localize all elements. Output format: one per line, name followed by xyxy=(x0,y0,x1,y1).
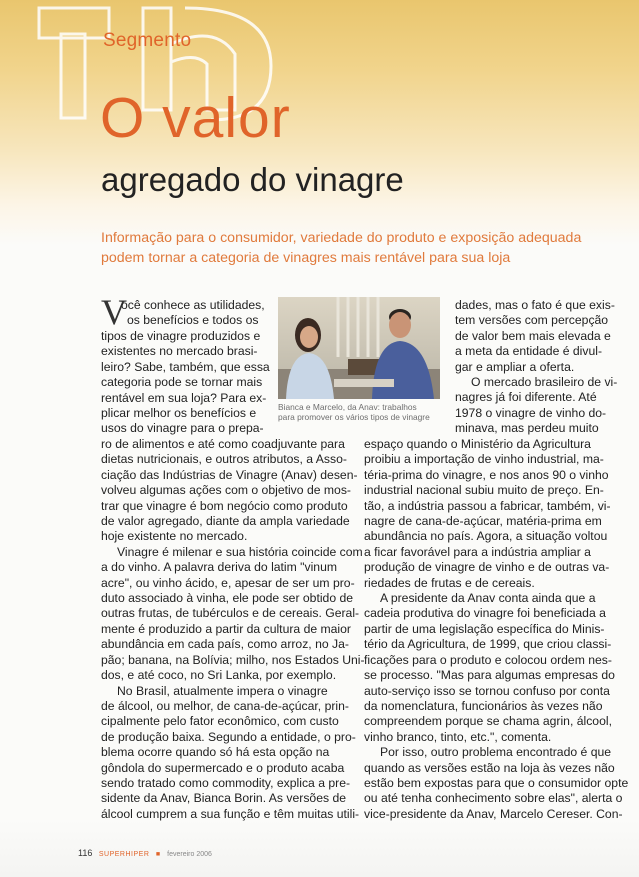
text-line: acre", ou vinho ácido, e, apesar de ser um pro- xyxy=(101,575,355,590)
text-line: de valor bem mais elevada e xyxy=(455,328,611,343)
text-line: volveu algumas ações com o objetivo de mos- xyxy=(101,483,351,498)
text-line: outras frutas, de tubérculos e de cereais. Geral- xyxy=(101,606,360,621)
text-line: categoria pode se tornar mais xyxy=(101,375,263,390)
article-subtitle: agregado do vinagre xyxy=(101,161,404,198)
text-line: rentável em sua loja? Para ex- xyxy=(101,390,267,405)
text-line: leiro? Sabe, também, que essa xyxy=(101,359,270,374)
column-1-intro-second-line xyxy=(127,313,258,328)
text-line: a meta da entidade é divul- xyxy=(455,344,603,359)
text-line: a do vinho. A palavra deriva do latim "vinum xyxy=(101,560,338,575)
text-line: auto-serviço isso se tornou confuso por conta xyxy=(364,683,610,698)
text-line: se processo. "Mas para algumas empresas do xyxy=(364,668,615,683)
issue-date: fevereiro 2006 xyxy=(167,851,212,858)
text-line: gar e ampliar a oferta. xyxy=(455,359,575,374)
text-line: existentes no mercado brasi- xyxy=(101,344,258,359)
column-1-intro-first-line xyxy=(121,298,265,313)
drop-cap: V xyxy=(101,292,127,332)
magazine-name: SUPERHIPER xyxy=(98,851,150,858)
column-1-intro xyxy=(101,329,270,437)
text-line: usos do vinagre para o prepa- xyxy=(101,421,264,436)
text-line: ficações para o produto e colocou ordem nes- xyxy=(364,652,612,667)
separator-bullet-icon: ■ xyxy=(155,851,161,858)
article-title: O valor xyxy=(100,86,291,150)
text-line: Vinagre é milenar e sua história coincide com xyxy=(117,544,363,559)
text-line: abundância em cada país, como arroz, no Ja- xyxy=(101,637,349,652)
text-line: ro de alimentos e até como coadjuvante para xyxy=(101,437,345,451)
text-line: sendo tratado como commodity, explica a pre- xyxy=(101,775,351,790)
text-line: álcool cumprem a sua função e têm muitas utili- xyxy=(101,806,360,821)
page-footer xyxy=(78,848,216,858)
photo-caption xyxy=(278,402,444,422)
text-line: Por isso, outro problema encontrado é que xyxy=(380,745,612,760)
text-line: trar que vinagre é bom negócio como produto xyxy=(101,498,348,513)
text-line: ocê conhece as utilidades, xyxy=(121,298,265,312)
text-line: plicar melhor os benefícios e xyxy=(101,406,257,421)
text-line: A presidente da Anav conta ainda que a xyxy=(380,591,596,606)
text-line: nagres já foi diferente. Até xyxy=(455,390,597,405)
section-label: Segmento xyxy=(103,30,192,51)
text-line: tão, a indústria passou a fabricar, também, vi- xyxy=(364,498,611,513)
text-line: dades, mas o fato é que exis- xyxy=(455,298,615,312)
text-line: abundância no país. Agora, a situação voltou xyxy=(364,529,608,544)
text-line: os benefícios e todos os xyxy=(127,313,259,327)
lead-line: Informação para o consumidor, variedade do produto e exposição adequada xyxy=(101,230,582,246)
text-line: mente é produzido a partir da cultura de maior xyxy=(101,621,351,636)
column-1-body xyxy=(101,437,365,822)
text-line: pão; banana, na Bolívia; milho, nos Estados Uni- xyxy=(101,652,365,667)
text-line: 1978 o vinagre de vinho do- xyxy=(455,405,607,420)
text-line: partir de uma legislação específica do Minis- xyxy=(364,621,605,636)
text-line: téria-prima do vinagre, e nos anos 90 o vinho xyxy=(364,467,609,482)
article-lead xyxy=(101,228,621,268)
photo-bianca-marcelo xyxy=(278,297,440,399)
text-line: riedades de frutas e de cereais. xyxy=(364,575,535,590)
text-line: espaço quando o Ministério da Agricultura xyxy=(364,437,591,451)
caption-line: Bianca e Marcelo, da Anav: trabalhos xyxy=(278,402,417,412)
text-line: tem versões com percepção xyxy=(455,313,609,328)
text-line: ciação das Indústrias de Vinagre (Anav) desen- xyxy=(101,467,358,482)
text-line: da nomenclatura, funcionários às vezes não xyxy=(364,698,603,713)
text-line: proibiu a importação de vinho industrial, ma- xyxy=(364,452,604,467)
text-line: sidente da Anav, Bianca Borin. As versões de xyxy=(101,791,347,806)
text-line: tério da Agricultura, de 1999, que criou classi- xyxy=(364,637,612,652)
text-line: No Brasil, atualmente impera o vinagre xyxy=(117,683,328,698)
text-line: dos, e até coco, no Sri Lanka, por exemplo. xyxy=(101,668,337,683)
text-line: O mercado brasileiro de vi- xyxy=(471,375,618,390)
text-line: produção de vinagre de vinho e de outras va- xyxy=(364,560,610,575)
text-line: minava, mas perdeu muito xyxy=(455,421,599,436)
text-line: de valor agregado, diante da ampla variedade xyxy=(101,514,350,529)
text-line: estão bem expostas para que o consumidor opte xyxy=(364,775,629,790)
lead-line: podem tornar a categoria de vinagres mais rentável para sua loja xyxy=(101,250,511,266)
column-2-body xyxy=(364,437,628,822)
text-line: vice-presidente da Anav, Marcelo Cereser. Con- xyxy=(364,806,623,821)
text-line: cipalmente pelo fator econômico, com custo xyxy=(101,714,339,729)
text-line: tipos de vinagre produzidos e xyxy=(101,329,261,343)
text-line: vinho branco, tinto, etc.", comenta. xyxy=(364,729,552,744)
text-line: a ficar favorável para a indústria ampliar a xyxy=(364,544,591,559)
text-line: de produção baixa. Segundo a entidade, o pro- xyxy=(101,729,356,744)
text-line: industrial nacional subiu muito de preço. En- xyxy=(364,483,604,498)
page-number: 116 xyxy=(78,848,93,858)
text-line: cadeia produtiva do vinagre foi beneficiada a xyxy=(364,606,606,621)
text-line: de álcool, ou melhor, de cana-de-açúcar, prin- xyxy=(101,698,349,713)
text-line: blema ocorre quando só há esta opção na xyxy=(101,745,330,760)
text-line: dietas nutricionais, e outros atributos, a Asso- xyxy=(101,452,347,467)
text-line: hoje existente no mercado. xyxy=(101,529,248,544)
caption-line: para promover os vários tipos de vinagre xyxy=(278,412,430,422)
text-line: nagre de cana-de-açúcar, matéria-prima em xyxy=(364,514,602,529)
text-line: quando as versões estão na loja às vezes não xyxy=(364,760,615,775)
text-line: compreendem porque se chama agrin, álcool, xyxy=(364,714,612,729)
text-line: gôndola do supermercado e o produto acaba xyxy=(101,760,345,775)
text-line: duto associado à vinha, ele pode ser obtido de xyxy=(101,591,354,606)
column-2-intro xyxy=(455,298,617,437)
text-line: ou até tenha conhecimento sobre elas", alerta o xyxy=(364,791,623,806)
